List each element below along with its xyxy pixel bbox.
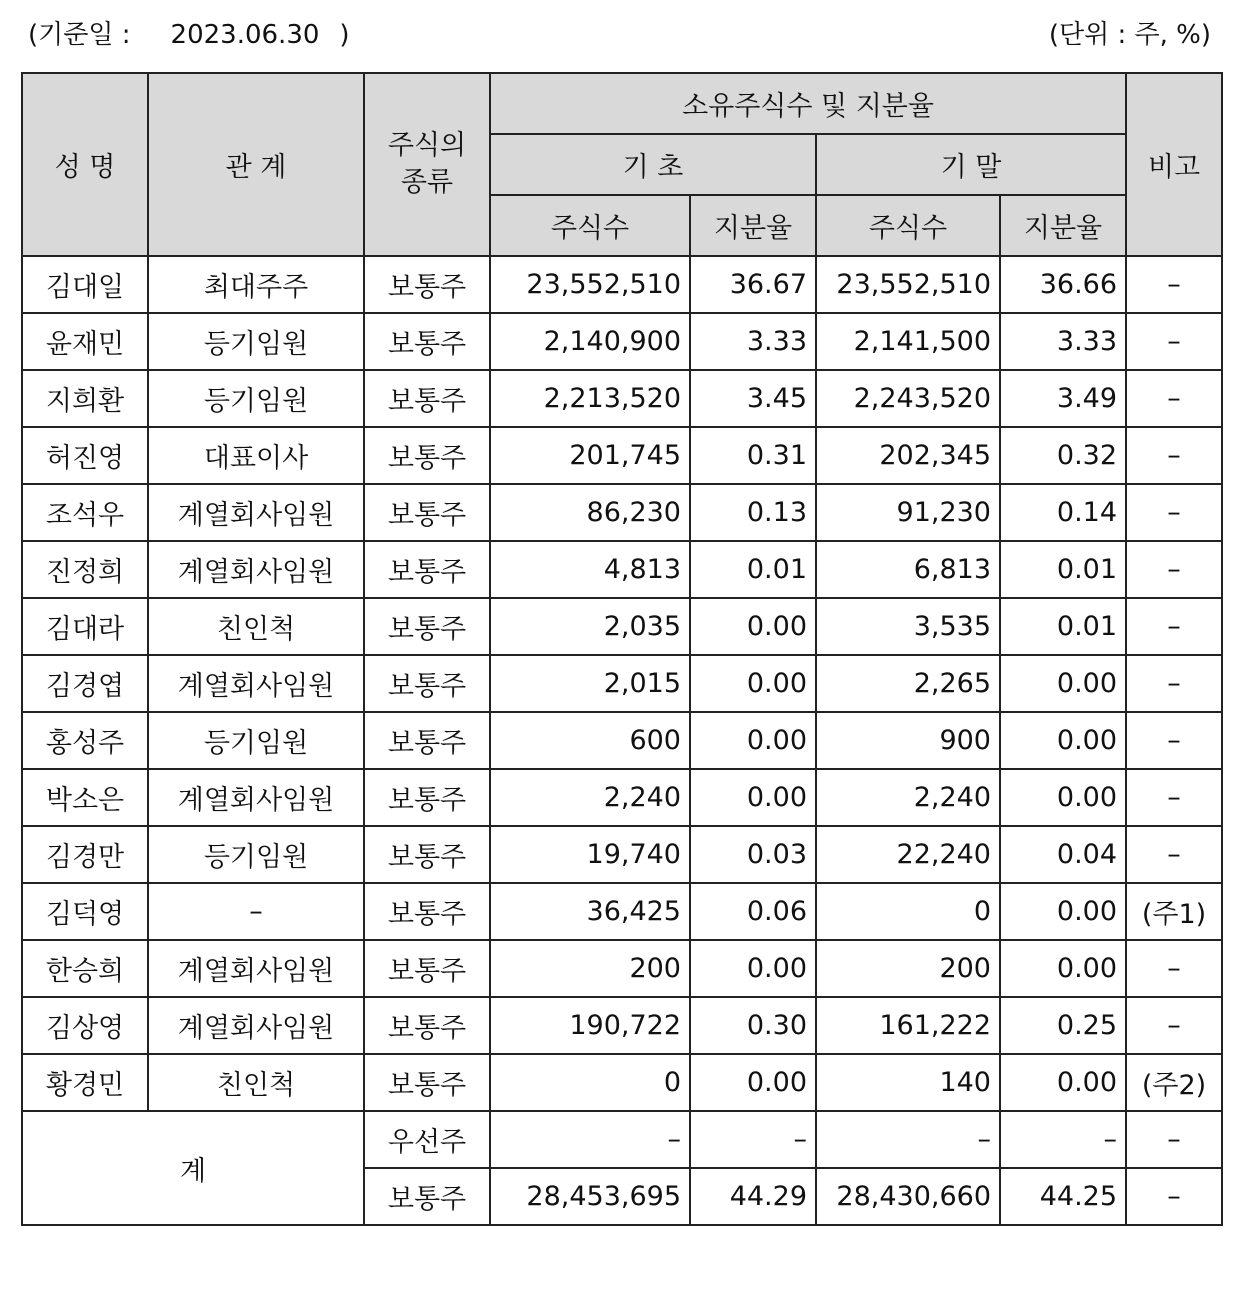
cell-name: 진정희 xyxy=(22,541,148,598)
shareholding-table xyxy=(21,72,1223,1226)
table-row xyxy=(22,997,1222,1054)
cell-end-shares: 161,222 xyxy=(816,997,1000,1054)
base-date xyxy=(28,14,350,51)
cell-note: (주1) xyxy=(1126,883,1222,940)
cell-name: 한승희 xyxy=(22,940,148,997)
cell-stock-type: 보통주 xyxy=(364,940,490,997)
cell-note: (주2) xyxy=(1126,1054,1222,1111)
cell-end-shares: 140 xyxy=(816,1054,1000,1111)
table-row xyxy=(22,427,1222,484)
cell-end-shares: 200 xyxy=(816,940,1000,997)
cell-begin-ratio: 0.30 xyxy=(690,997,816,1054)
cell-stock-type: 보통주 xyxy=(364,712,490,769)
cell-note: – xyxy=(1126,1111,1222,1168)
cell-end-shares: 0 xyxy=(816,883,1000,940)
cell-stock-type: 보통주 xyxy=(364,655,490,712)
cell-begin-ratio: 36.67 xyxy=(690,256,816,313)
cell-end-shares: 28,430,660 xyxy=(816,1168,1000,1225)
cell-stock-type: 보통주 xyxy=(364,883,490,940)
cell-begin-shares: 2,240 xyxy=(490,769,690,826)
cell-end-shares: 3,535 xyxy=(816,598,1000,655)
cell-begin-ratio: 0.03 xyxy=(690,826,816,883)
cell-end-ratio: 0.25 xyxy=(1000,997,1126,1054)
cell-name: 박소은 xyxy=(22,769,148,826)
cell-stock-type: 보통주 xyxy=(364,370,490,427)
cell-note: – xyxy=(1126,313,1222,370)
cell-end-ratio: 0.01 xyxy=(1000,598,1126,655)
table-header xyxy=(22,73,1222,256)
cell-stock-type: 보통주 xyxy=(364,598,490,655)
cell-begin-shares: 201,745 xyxy=(490,427,690,484)
cell-relation: 계열회사임원 xyxy=(148,541,364,598)
cell-begin-shares: – xyxy=(490,1111,690,1168)
table-row xyxy=(22,1054,1222,1111)
cell-stock-type: 보통주 xyxy=(364,256,490,313)
cell-note: – xyxy=(1126,484,1222,541)
table-row xyxy=(22,541,1222,598)
cell-relation: 최대주주 xyxy=(148,256,364,313)
cell-end-shares: 202,345 xyxy=(816,427,1000,484)
cell-name: 지희환 xyxy=(22,370,148,427)
cell-begin-shares: 19,740 xyxy=(490,826,690,883)
header-end-group: 기 말 xyxy=(816,134,1126,195)
cell-end-shares: 23,552,510 xyxy=(816,256,1000,313)
cell-begin-ratio: 0.13 xyxy=(690,484,816,541)
cell-name: 조석우 xyxy=(22,484,148,541)
table-row xyxy=(22,655,1222,712)
cell-stock-type: 보통주 xyxy=(364,997,490,1054)
cell-end-ratio: 0.00 xyxy=(1000,1054,1126,1111)
cell-relation: 등기임원 xyxy=(148,313,364,370)
cell-relation: 계열회사임원 xyxy=(148,484,364,541)
table-row xyxy=(22,769,1222,826)
table-row xyxy=(22,370,1222,427)
cell-end-ratio: 0.01 xyxy=(1000,541,1126,598)
cell-stock-type: 보통주 xyxy=(364,1054,490,1111)
table-row xyxy=(22,256,1222,313)
cell-end-shares: 22,240 xyxy=(816,826,1000,883)
header-stock-type-line1: 주식의 xyxy=(387,130,467,162)
cell-end-ratio: 0.00 xyxy=(1000,712,1126,769)
cell-begin-shares: 86,230 xyxy=(490,484,690,541)
cell-begin-ratio: 3.33 xyxy=(690,313,816,370)
header-end-ratio: 지분율 xyxy=(1000,195,1126,256)
cell-begin-ratio: – xyxy=(690,1111,816,1168)
cell-end-shares: 91,230 xyxy=(816,484,1000,541)
cell-stock-type: 우선주 xyxy=(364,1111,490,1168)
cell-name: 김덕영 xyxy=(22,883,148,940)
cell-relation: 대표이사 xyxy=(148,427,364,484)
cell-relation: 계열회사임원 xyxy=(148,997,364,1054)
cell-relation: 계열회사임원 xyxy=(148,655,364,712)
cell-stock-type: 보통주 xyxy=(364,427,490,484)
cell-stock-type: 보통주 xyxy=(364,313,490,370)
cell-end-ratio: 0.14 xyxy=(1000,484,1126,541)
cell-end-shares: 2,141,500 xyxy=(816,313,1000,370)
table-row xyxy=(22,313,1222,370)
base-date-label: (기준일 : xyxy=(28,20,131,50)
cell-begin-ratio: 3.45 xyxy=(690,370,816,427)
cell-end-ratio: 0.00 xyxy=(1000,883,1126,940)
unit-label: (단위 : 주, %) xyxy=(1048,20,1211,50)
cell-begin-shares: 600 xyxy=(490,712,690,769)
header-stock-type xyxy=(364,73,490,256)
cell-note: – xyxy=(1126,769,1222,826)
cell-begin-shares: 190,722 xyxy=(490,997,690,1054)
cell-end-ratio: 0.00 xyxy=(1000,655,1126,712)
cell-relation: 등기임원 xyxy=(148,712,364,769)
cell-relation: 계열회사임원 xyxy=(148,940,364,997)
cell-relation: 등기임원 xyxy=(148,826,364,883)
cell-note: – xyxy=(1126,541,1222,598)
total-label: 계 xyxy=(22,1111,364,1225)
cell-name: 김경엽 xyxy=(22,655,148,712)
cell-end-ratio: 3.49 xyxy=(1000,370,1126,427)
cell-name: 김경만 xyxy=(22,826,148,883)
cell-begin-ratio: 0.00 xyxy=(690,598,816,655)
cell-name: 황경민 xyxy=(22,1054,148,1111)
cell-note: – xyxy=(1126,826,1222,883)
cell-begin-shares: 2,213,520 xyxy=(490,370,690,427)
cell-begin-shares: 2,140,900 xyxy=(490,313,690,370)
cell-name: 허진영 xyxy=(22,427,148,484)
table-row xyxy=(22,712,1222,769)
cell-end-shares: 2,243,520 xyxy=(816,370,1000,427)
cell-name: 김상영 xyxy=(22,997,148,1054)
cell-stock-type: 보통주 xyxy=(364,1168,490,1225)
cell-name: 홍성주 xyxy=(22,712,148,769)
cell-end-shares: 900 xyxy=(816,712,1000,769)
cell-end-ratio: – xyxy=(1000,1111,1126,1168)
cell-begin-ratio: 0.00 xyxy=(690,1054,816,1111)
cell-begin-shares: 0 xyxy=(490,1054,690,1111)
base-date-value: 2023.06.30 xyxy=(170,20,320,50)
cell-begin-ratio: 0.06 xyxy=(690,883,816,940)
cell-begin-shares: 2,015 xyxy=(490,655,690,712)
cell-note: – xyxy=(1126,655,1222,712)
table-row xyxy=(22,826,1222,883)
header-end-shares: 주식수 xyxy=(816,195,1000,256)
cell-stock-type: 보통주 xyxy=(364,826,490,883)
cell-stock-type: 보통주 xyxy=(364,769,490,826)
header-stock-type-line2: 종류 xyxy=(400,166,454,198)
cell-note: – xyxy=(1126,997,1222,1054)
cell-begin-shares: 2,035 xyxy=(490,598,690,655)
cell-note: – xyxy=(1126,598,1222,655)
cell-end-shares: 6,813 xyxy=(816,541,1000,598)
cell-note: – xyxy=(1126,427,1222,484)
cell-end-ratio: 36.66 xyxy=(1000,256,1126,313)
cell-begin-ratio: 0.00 xyxy=(690,769,816,826)
cell-name: 김대라 xyxy=(22,598,148,655)
cell-begin-shares: 4,813 xyxy=(490,541,690,598)
cell-relation: 등기임원 xyxy=(148,370,364,427)
table-row xyxy=(22,484,1222,541)
header-relation: 관 계 xyxy=(148,73,364,256)
header-begin-shares: 주식수 xyxy=(490,195,690,256)
header-note: 비고 xyxy=(1126,73,1222,256)
cell-begin-shares: 23,552,510 xyxy=(490,256,690,313)
header-name: 성 명 xyxy=(22,73,148,256)
cell-relation: 친인척 xyxy=(148,1054,364,1111)
cell-begin-shares: 200 xyxy=(490,940,690,997)
base-date-close: ) xyxy=(339,20,350,50)
cell-begin-ratio: 0.31 xyxy=(690,427,816,484)
cell-note: – xyxy=(1126,256,1222,313)
cell-end-ratio: 44.25 xyxy=(1000,1168,1126,1225)
cell-begin-ratio: 0.00 xyxy=(690,712,816,769)
cell-end-ratio: 0.00 xyxy=(1000,769,1126,826)
cell-relation: 친인척 xyxy=(148,598,364,655)
cell-note: – xyxy=(1126,940,1222,997)
header-holdings-group: 소유주식수 및 지분율 xyxy=(490,73,1126,134)
cell-name: 윤재민 xyxy=(22,313,148,370)
cell-end-ratio: 0.04 xyxy=(1000,826,1126,883)
header-begin-group: 기 초 xyxy=(490,134,816,195)
cell-end-shares: – xyxy=(816,1111,1000,1168)
cell-note: – xyxy=(1126,712,1222,769)
cell-relation: – xyxy=(148,883,364,940)
cell-begin-ratio: 44.29 xyxy=(690,1168,816,1225)
cell-begin-ratio: 0.01 xyxy=(690,541,816,598)
table-row xyxy=(22,940,1222,997)
cell-name: 김대일 xyxy=(22,256,148,313)
cell-note: – xyxy=(1126,1168,1222,1225)
table-caption xyxy=(0,0,1249,66)
table-row xyxy=(22,598,1222,655)
cell-begin-shares: 28,453,695 xyxy=(490,1168,690,1225)
cell-relation: 계열회사임원 xyxy=(148,769,364,826)
cell-end-ratio: 0.32 xyxy=(1000,427,1126,484)
header-begin-ratio: 지분율 xyxy=(690,195,816,256)
cell-stock-type: 보통주 xyxy=(364,484,490,541)
cell-end-shares: 2,265 xyxy=(816,655,1000,712)
cell-begin-ratio: 0.00 xyxy=(690,940,816,997)
table-row xyxy=(22,883,1222,940)
cell-end-ratio: 3.33 xyxy=(1000,313,1126,370)
table-body xyxy=(22,256,1222,1225)
cell-begin-ratio: 0.00 xyxy=(690,655,816,712)
cell-end-shares: 2,240 xyxy=(816,769,1000,826)
total-row-preferred xyxy=(22,1111,1222,1168)
cell-stock-type: 보통주 xyxy=(364,541,490,598)
cell-note: – xyxy=(1126,370,1222,427)
cell-end-ratio: 0.00 xyxy=(1000,940,1126,997)
cell-begin-shares: 36,425 xyxy=(490,883,690,940)
